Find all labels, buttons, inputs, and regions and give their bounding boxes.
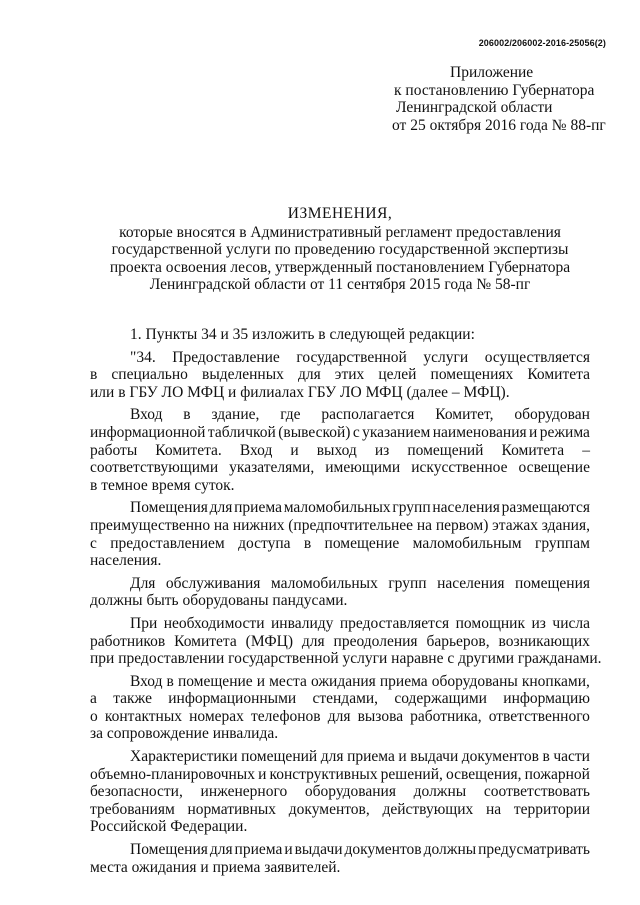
document-heading <box>90 205 590 294</box>
word: оборудованы <box>431 672 518 690</box>
word: услуги <box>423 348 469 366</box>
word: выделенных <box>202 366 284 384</box>
word: пожарной <box>524 765 590 783</box>
word: Вход <box>130 406 163 424</box>
paragraph-line <box>90 499 590 517</box>
paragraph-line: 1. Пункты 34 и 35 изложить в следующей редакции: <box>130 326 475 343</box>
word: работы <box>90 441 138 459</box>
word: документов <box>461 748 539 766</box>
paragraph-line: населения. <box>90 552 162 570</box>
paragraph-line: или в ГБУ ЛО МФЦ и филиалах ГБУ ЛО МФЦ (далее – МФЦ). <box>90 383 510 401</box>
word: приема <box>234 841 283 859</box>
word: для <box>301 632 325 650</box>
word: групп <box>392 499 431 517</box>
word: в <box>542 748 550 766</box>
heading-line: которые вносятся в Административный регламент предоставления <box>119 223 561 241</box>
word: стендами, <box>312 690 379 708</box>
word: группам <box>534 534 590 552</box>
appendix-title: Приложение <box>450 64 534 81</box>
paragraph-34 <box>90 349 590 402</box>
word: объемно-планировочных <box>90 765 255 783</box>
paragraph-line <box>90 690 590 708</box>
paragraph-line <box>90 673 590 691</box>
word: Характеристики <box>130 748 238 766</box>
word: целей <box>378 366 417 384</box>
word: оборудования <box>304 783 396 801</box>
word: – <box>582 441 590 459</box>
appendix-block <box>388 64 618 134</box>
word: выдачи <box>294 841 343 859</box>
word: групп <box>388 574 427 592</box>
document-id: 206002/206002-2016-25056(2) <box>478 38 606 48</box>
word: информационной <box>90 423 206 441</box>
word: из <box>374 441 390 459</box>
word: предоставлением <box>110 534 225 552</box>
paragraph-room-characteristics <box>90 748 590 836</box>
word: освещения, <box>445 765 522 783</box>
word: маломобильных <box>283 499 391 517</box>
word: наименования <box>432 423 527 441</box>
word: населения <box>437 574 505 592</box>
word: предоставляется <box>339 614 450 632</box>
word: также <box>113 690 152 708</box>
word: нормативных <box>187 800 277 818</box>
paragraph-waiting-places <box>90 841 590 876</box>
word: кнопками, <box>521 672 590 690</box>
word: доступа <box>238 534 291 552</box>
paragraph-line <box>90 349 590 367</box>
word: помещений <box>407 441 484 459</box>
word: имеющими <box>325 459 401 477</box>
word: освещение <box>518 459 590 477</box>
word: Комитета <box>174 632 237 650</box>
word: документов <box>344 841 422 859</box>
word: государственной <box>296 348 407 366</box>
word: располагается <box>321 406 415 424</box>
word: и <box>398 748 407 766</box>
paragraph-low-mobility-rooms <box>90 499 590 569</box>
word: действующих <box>382 800 474 818</box>
word: на <box>486 800 502 818</box>
word: (вывеской) <box>278 423 351 441</box>
word: информацию <box>503 690 590 708</box>
word: барьеров, <box>426 632 490 650</box>
word: территории <box>513 800 590 818</box>
word: части <box>553 748 590 766</box>
word: для <box>320 748 344 766</box>
word: этажах <box>492 516 538 534</box>
paragraph-line <box>90 459 590 477</box>
word: где <box>280 406 301 424</box>
word: в <box>303 534 312 552</box>
word: выход <box>316 441 357 459</box>
paragraph-line <box>90 424 590 442</box>
word: решений, <box>380 765 443 783</box>
word: Для <box>130 574 156 592</box>
paragraph-line <box>90 748 590 766</box>
word: помещение <box>324 534 400 552</box>
paragraph-line <box>90 535 590 553</box>
word: преимущественно <box>90 516 211 534</box>
word: Вход <box>130 672 163 690</box>
word: и <box>529 423 538 441</box>
word: работников <box>90 632 166 650</box>
word: помощник <box>455 614 526 632</box>
word: соответствующими <box>90 459 219 477</box>
word: приема <box>379 672 428 690</box>
word: маломобильным <box>412 534 522 552</box>
word: Комитета <box>527 366 590 384</box>
paragraph-assistant <box>90 614 602 668</box>
word: Комитета <box>501 441 565 459</box>
word: для <box>209 499 233 517</box>
paragraph-line: должны быть оборудованы пандусами. <box>90 592 348 610</box>
word: здание, <box>211 406 260 424</box>
paragraph-line <box>90 801 590 819</box>
paragraph-line <box>90 766 590 784</box>
paragraph-line <box>90 442 590 460</box>
word: числа <box>552 614 590 632</box>
appendix-decree-line: к постановлению Губернатора <box>394 81 595 99</box>
word: информационными <box>168 690 297 708</box>
word: осуществляется <box>484 348 590 366</box>
word: специально <box>111 366 188 384</box>
word: здания, <box>541 516 590 534</box>
word: "34. <box>130 348 156 366</box>
word: преодоления <box>333 632 418 650</box>
word: первом) <box>435 516 489 534</box>
word: в <box>183 406 191 424</box>
word: размещаются <box>501 499 590 517</box>
word: с <box>90 534 97 552</box>
word: этих <box>334 366 365 384</box>
paragraph-line: Российской Федерации. <box>90 818 248 836</box>
paragraph-entrance <box>90 406 590 494</box>
word: ожидания <box>310 672 376 690</box>
paragraph-line: места ожидания и приема заявителей. <box>90 858 341 876</box>
word: выдачи <box>410 748 459 766</box>
word: табличкой <box>207 423 276 441</box>
word: оборудован <box>514 406 590 424</box>
word: соответствовать <box>483 783 590 801</box>
word: конструктивных <box>269 765 378 783</box>
word: вызова <box>357 707 404 725</box>
heading-line: проекта освоения лесов, утвержденный постановлением Губернатора <box>109 258 571 276</box>
word: (МФЦ) <box>245 632 293 650</box>
word: на <box>213 516 230 534</box>
word: (предпочтительнее <box>288 516 414 534</box>
paragraph-line <box>90 633 590 651</box>
paragraph-intro <box>90 326 590 344</box>
paragraph-line: при предоставлении государственной услуги наравне с другими гражданами. <box>90 650 602 668</box>
word: и <box>256 672 266 690</box>
paragraph-line <box>90 366 590 384</box>
word: о <box>90 707 98 725</box>
word: требованиям <box>90 800 175 818</box>
word: При <box>130 614 158 632</box>
paragraph-line <box>90 517 590 535</box>
paragraph-ramps <box>90 575 590 610</box>
word: документов, <box>288 800 370 818</box>
word: с <box>352 423 360 441</box>
paragraph-line <box>90 575 590 593</box>
word: для <box>327 707 351 725</box>
paragraph-line: за сопровождение инвалида. <box>90 725 279 743</box>
paragraph-line <box>90 841 590 859</box>
word: Комитета. <box>155 441 222 459</box>
word: инвалиду <box>270 614 334 632</box>
word: Вход <box>239 441 273 459</box>
appendix-date-line: от 25 октября 2016 года № 88-пг <box>392 116 606 134</box>
paragraph-line: в темное время суток. <box>90 476 235 494</box>
word: и <box>258 765 267 783</box>
word: возникающих <box>498 632 590 650</box>
word: для <box>209 841 233 859</box>
appendix-region-line: Ленинградской области <box>396 99 553 116</box>
word: Предоставление <box>172 348 280 366</box>
word: Помещения <box>130 841 208 859</box>
word: приема <box>234 499 282 517</box>
word: указанием <box>362 423 431 441</box>
word: указателями, <box>229 459 315 477</box>
word: и <box>284 841 293 859</box>
word: работника, <box>410 707 482 725</box>
word: Помещения <box>130 499 208 517</box>
heading-line: государственной услуги по проведению государственной экспертизы <box>111 241 569 259</box>
word: должны <box>413 783 467 801</box>
word: места <box>269 672 307 690</box>
word: для <box>297 366 321 384</box>
word: помещения <box>515 574 590 592</box>
word: приема <box>347 748 395 766</box>
word: номерах <box>189 707 244 725</box>
word: телефонов <box>251 707 321 725</box>
word: населения <box>432 499 500 517</box>
paragraph-buttons-stands <box>90 673 590 743</box>
document-body <box>90 326 602 881</box>
word: Комитет, <box>435 406 494 424</box>
word: на <box>416 516 433 534</box>
word: и <box>290 441 299 459</box>
word: должны <box>423 841 477 859</box>
word: из <box>531 614 546 632</box>
heading-line: Ленинградской области от 11 сентября 2015 года № 58-пг <box>149 276 531 294</box>
word: в <box>166 672 174 690</box>
word: предусматривать <box>478 841 590 859</box>
word: содержащими <box>394 690 487 708</box>
word: необходимости <box>163 614 265 632</box>
word: инженерного <box>200 783 288 801</box>
word: маломобильных <box>270 574 378 592</box>
paragraph-line <box>90 615 590 633</box>
paragraph-line <box>90 708 590 726</box>
word: контактных <box>104 707 183 725</box>
paragraph-line <box>90 406 590 424</box>
word: безопасности, <box>90 783 183 801</box>
word: обслуживания <box>165 574 261 592</box>
word: нижних <box>232 516 285 534</box>
word: а <box>90 690 97 708</box>
word: искусственное <box>411 459 508 477</box>
word: ответственного <box>488 707 590 725</box>
word: режима <box>539 423 590 441</box>
word: помещениях <box>430 366 514 384</box>
word: помещение <box>177 672 253 690</box>
word: в <box>90 366 98 384</box>
word: помещений <box>241 748 318 766</box>
paragraph-line <box>90 783 590 801</box>
heading-title: ИЗМЕНЕНИЯ, <box>287 205 393 222</box>
